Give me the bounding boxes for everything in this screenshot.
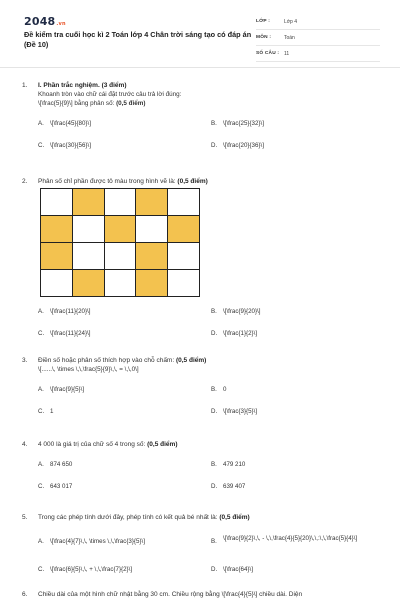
option-letter: D. [211, 566, 218, 573]
meta-value: Lớp 4 [284, 18, 298, 25]
options-row [38, 386, 382, 398]
grid-cell-blank [168, 243, 200, 270]
grid-cell-shaded [41, 243, 73, 270]
grid-cell-blank [72, 243, 104, 270]
meta-info [256, 14, 380, 62]
option-text: \[\frac{20}{36}\] [223, 142, 264, 149]
grid-cell-blank [104, 270, 136, 297]
option-letter: C. [38, 483, 45, 490]
options-row [38, 330, 382, 342]
question-text: Phân số chỉ phần được tô màu trong hình vẽ là: [38, 178, 178, 185]
grid-cell-blank [41, 270, 73, 297]
meta-value: Toán [284, 34, 295, 41]
options-row [38, 461, 382, 473]
grid-cell-shaded [72, 270, 104, 297]
question-heading: I. Phần trắc nghiệm. (3 điểm) [38, 82, 127, 89]
points-label: (0,5 điểm) [175, 357, 207, 364]
option-a[interactable] [38, 386, 198, 394]
meta-row-subject [256, 30, 380, 46]
question-number: 6. [22, 591, 28, 598]
option-letter: C. [38, 330, 45, 337]
document-header [0, 0, 400, 68]
question-expression: \[......\, \times \,\,\frac{5}{9}\,\, = \,\,0\] [38, 366, 139, 373]
question-1 [22, 81, 382, 154]
option-text: \[\frac{1}{2}\] [223, 330, 258, 337]
option-text: \[\frac{9}{20}\] [223, 308, 261, 315]
logo-main: 2048 [24, 15, 56, 28]
option-letter: C. [38, 566, 45, 573]
grid-cell-blank [41, 189, 73, 216]
options-row [38, 408, 382, 420]
options-row [38, 142, 382, 154]
option-d[interactable] [211, 330, 371, 338]
question-number: 3. [22, 357, 28, 364]
grid-row [41, 216, 200, 243]
document-title: Đề kiểm tra cuối học kì 2 Toán lớp 4 Chân trời sáng tạo có đáp án (Đề 10) [24, 30, 252, 49]
grid-cell-shaded [41, 216, 73, 243]
option-text: 874 650 [50, 461, 73, 468]
question-5 [22, 513, 382, 578]
question-number: 5. [22, 514, 28, 521]
option-text: \[\frac{11}{20}\] [50, 308, 91, 315]
option-text: 0 [223, 386, 227, 393]
option-d[interactable] [211, 408, 371, 416]
options-row [38, 483, 382, 495]
option-b[interactable] [211, 120, 371, 128]
question-2-options [22, 308, 382, 342]
option-text: 479 210 [223, 461, 246, 468]
option-letter: D. [211, 142, 218, 149]
question-text: 4 000 là giá trị của chữ số 4 trong số: [38, 441, 148, 448]
shaded-grid-figure [40, 188, 200, 296]
option-b[interactable] [211, 308, 371, 316]
options-row [38, 120, 382, 132]
grid-row [41, 270, 200, 297]
site-logo[interactable] [24, 15, 66, 28]
grid-row [41, 189, 200, 216]
option-text: 639 407 [223, 483, 246, 490]
question-4 [22, 440, 382, 495]
option-text: \[\frac{9}{5}\] [50, 386, 85, 393]
question-number: 4. [22, 441, 28, 448]
meta-row-class [256, 14, 380, 30]
option-text: \[\frac{11}{24}\] [50, 330, 91, 337]
option-d[interactable] [211, 566, 371, 574]
option-a[interactable] [38, 538, 198, 546]
question-text: Trong các phép tính dưới đây, phép tính có kết quả bé nhất là: [38, 514, 220, 521]
grid-cell-blank [72, 216, 104, 243]
grid-cell-shaded [104, 216, 136, 243]
option-letter: B. [211, 386, 217, 393]
grid-cell-shaded [136, 270, 168, 297]
grid-cell-blank [168, 270, 200, 297]
option-letter: A. [38, 538, 44, 545]
option-letter: A. [38, 386, 44, 393]
option-a[interactable] [38, 308, 198, 316]
meta-label: LỚP : [256, 19, 271, 24]
option-a[interactable] [38, 461, 198, 469]
question-text: Điền số hoặc phân số thích hợp vào chỗ chấm: [38, 357, 176, 364]
grid-cell-shaded [136, 189, 168, 216]
option-letter: B. [211, 308, 217, 315]
option-c[interactable] [38, 408, 198, 416]
option-text: \[\frac{9}{2}\,\, - \,\,\frac{4}{5}{20}\,\,:\,\,\frac{5}{4}\] [223, 535, 358, 542]
points-label: (0,5 điểm) [116, 100, 146, 107]
option-text: 643 017 [50, 483, 73, 490]
option-text: \[\frac{30}{56}\] [50, 142, 91, 149]
option-letter: B. [211, 461, 217, 468]
meta-row-count [256, 46, 380, 62]
option-letter: D. [211, 330, 218, 337]
question-number: 1. [22, 82, 28, 89]
option-b[interactable] [211, 461, 371, 469]
option-letter: C. [38, 408, 45, 415]
option-letter: A. [38, 308, 44, 315]
option-letter: A. [38, 461, 44, 468]
option-text: \[\frac{4}{7}\,\, \times \,\,\frac{3}{5}\] [50, 538, 145, 545]
option-letter: D. [211, 408, 218, 415]
question-text: Chiều dài của một hình chữ nhật bằng 30 cm. Chiều rộng bằng \[\frac{4}{5}\] chiều dài. Diện [38, 591, 303, 598]
points-label: (0,5 điểm) [219, 514, 250, 521]
option-c[interactable] [38, 142, 198, 150]
prompt-text: \[\frac{5}{9}\] bằng phân số: [38, 100, 117, 107]
option-letter: D. [211, 483, 218, 490]
grid-cell-shaded [136, 243, 168, 270]
logo-suffix: .vn [56, 21, 66, 27]
options-row [38, 308, 382, 320]
grid-cell-shaded [72, 189, 104, 216]
grid-cell-blank [136, 216, 168, 243]
options-row [38, 534, 382, 554]
option-c[interactable] [38, 330, 198, 338]
question-3 [22, 356, 382, 420]
option-d[interactable] [211, 142, 371, 150]
points-label: (0,5 điểm) [147, 441, 178, 448]
option-letter: A. [38, 120, 44, 127]
grid-cell-blank [168, 189, 200, 216]
grid-table [40, 188, 200, 297]
grid-row [41, 243, 200, 270]
grid-cell-blank [104, 243, 136, 270]
option-b[interactable] [211, 535, 381, 546]
question-instruction: Khoanh tròn vào chữ cái đặt trước câu trả lời đúng: [38, 91, 182, 98]
meta-label: SỐ CÂU : [256, 51, 280, 56]
option-c[interactable] [38, 483, 198, 491]
question-2 [22, 177, 382, 186]
option-text: \[\frac{45}{80}\] [50, 120, 91, 127]
question-prompt [38, 99, 382, 108]
option-text: \[\frac{25}{32}\] [223, 120, 264, 127]
meta-value: 11 [284, 50, 290, 57]
question-6 [22, 590, 382, 599]
options-row [38, 566, 382, 578]
option-text: \[\frac{6}{5}\,\, + \,\,\frac{7}{2}\] [50, 566, 133, 573]
option-text: \[\frac{3}{5}\] [223, 408, 258, 415]
meta-label: MÔN : [256, 35, 272, 40]
option-letter: C. [38, 142, 45, 149]
grid-cell-shaded [168, 216, 200, 243]
option-b[interactable] [211, 386, 371, 394]
option-text: 1 [50, 408, 54, 415]
option-a[interactable] [38, 120, 198, 128]
option-c[interactable] [38, 566, 198, 574]
option-text: \[\frac{64}\] [223, 566, 253, 573]
grid-cell-blank [104, 189, 136, 216]
option-letter: B. [211, 120, 217, 127]
question-number: 2. [22, 178, 28, 185]
points-label: (0,5 điểm) [177, 178, 208, 185]
option-d[interactable] [211, 483, 371, 491]
option-letter: B. [211, 538, 217, 545]
